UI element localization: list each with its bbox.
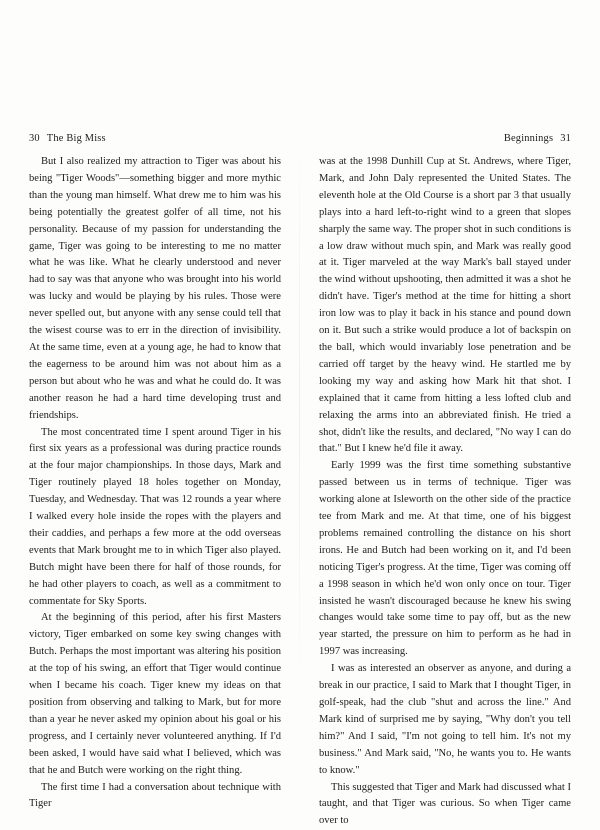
- paragraph: The first time I had a conversation about technique with Tiger: [29, 781, 281, 810]
- page-number: 31: [560, 133, 571, 144]
- page-gutter: [299, 112, 300, 712]
- paragraph: But I also realized my attraction to Tiger was about his being "Tiger Woods"—something bigger and more mythic than the young man himself. What drew me to him was his being potentially the greatest golfer of all time, not his personality. Because of my passion for understanding the game, Tiger was going to be interesting to me no matter what he was like. What he clearly understood and never had to say was that anyone who was brought into his world was lucky and would be playing by his rules. Those were never spelled out, but anyone with any sense could tell that the wisest course was to err in the direction of invisibility. At the same time, even at a young age, he had to know that the eagerness to be around him was not about him as a person but about who he was and what he could do. It was another reason he had a hard time developing trust and friendships.: [29, 156, 281, 421]
- page-number: 30: [29, 133, 40, 144]
- paragraph: I was as interested an observer as anyone, and during a break in our practice, I said to Mark that I thought Tiger, in golf-speak, had the club "shut and across the line." And Mark kind of surprised me by saying, "Why don't you tell him?" And I said, "I'm not going to tell him. It's not my business." And Mark said, "No, he wants you to. He wants to know.": [319, 663, 571, 776]
- paragraph: The most concentrated time I spent around Tiger in his first six years as a professional was during practice rounds at the four major championships. In those days, Mark and Tiger routinely played 18 holes together on Monday, Tuesday, and Wednesday. That was 12 rounds a year where I walked every hole inside the ropes with the players and their caddies, and perhaps a few more at the odd overseas events that Mark brought me to in which Tiger also played. Butch might have been there for half of those rounds, for he had other players to coach, as well as a commitment to commentate for Sky Sports.: [29, 426, 281, 607]
- right-page: [319, 133, 571, 830]
- paragraph: This suggested that Tiger and Mark had discussed what I taught, and that Tiger was curious. So when Tiger came over to: [319, 781, 571, 827]
- running-head: Beginnings: [503, 133, 554, 144]
- paragraph: At the beginning of this period, after his first Masters victory, Tiger embarked on some key swing changes with Butch. Perhaps the most important was altering his position at the top of his swing, an effort that Tiger would continue when I became his coach. Tiger knew my ideas on that position from observing and talking to Mark, but for more than a year he never asked my opinion about his goal or his progress, and I certainly never volunteered anything. If I'd been asked, I would have said what I believed, which was that he and Butch were working on the right thing.: [29, 612, 281, 776]
- right-page-body: [319, 154, 571, 830]
- paragraph: was at the 1998 Dunhill Cup at St. Andrews, where Tiger, Mark, and John Daly represented the United States. The eleventh hole at the Old Course is a short par 3 that usually plays into a hard left-to-right wind to a green that slopes sharply the same way. The proper shot in such conditions is a low draw without much spin, and Mark was really good at it. Tiger marveled at the way Mark's ball stayed under the wind without upshooting, then admitted it was a shot he didn't have. Tiger's method at the time for hitting a short iron low was to play it back in his stance and pound down on it. But such a strike would produce a lot of backspin on the ball, which would invariably lose penetration and be carried off target by the heavy wind. He startled me by looking my way and asking how Mark hit that shot. I explained that it came from hitting a less lofted club and relaxing the arms into an abbreviated finish. He tried a shot, didn't like the results, and declared, "No way I can do that." But I knew he'd file it away.: [319, 156, 571, 455]
- left-page-header: [29, 133, 281, 149]
- paragraph: Early 1999 was the first time something substantive passed between us in terms of technique. Tiger was working alone at Isleworth on the other side of the practice tee from Mark and me. At that time, one of his biggest problems remained controlling the distance on his short irons. He and Butch had been working on it, and I'd been noticing Tiger's progress. At the time, Tiger was coming off a 1998 season in which he'd won only once on tour. Tiger insisted he wasn't discouraged because he knew his swing changes would take some time to pay off, but as the new year started, the pressure on him to perform as he had in 1997 was increasing.: [319, 460, 571, 658]
- left-page-body: [29, 154, 281, 813]
- right-page-header: [319, 133, 571, 149]
- running-head: The Big Miss: [46, 133, 106, 144]
- left-page: [29, 133, 281, 813]
